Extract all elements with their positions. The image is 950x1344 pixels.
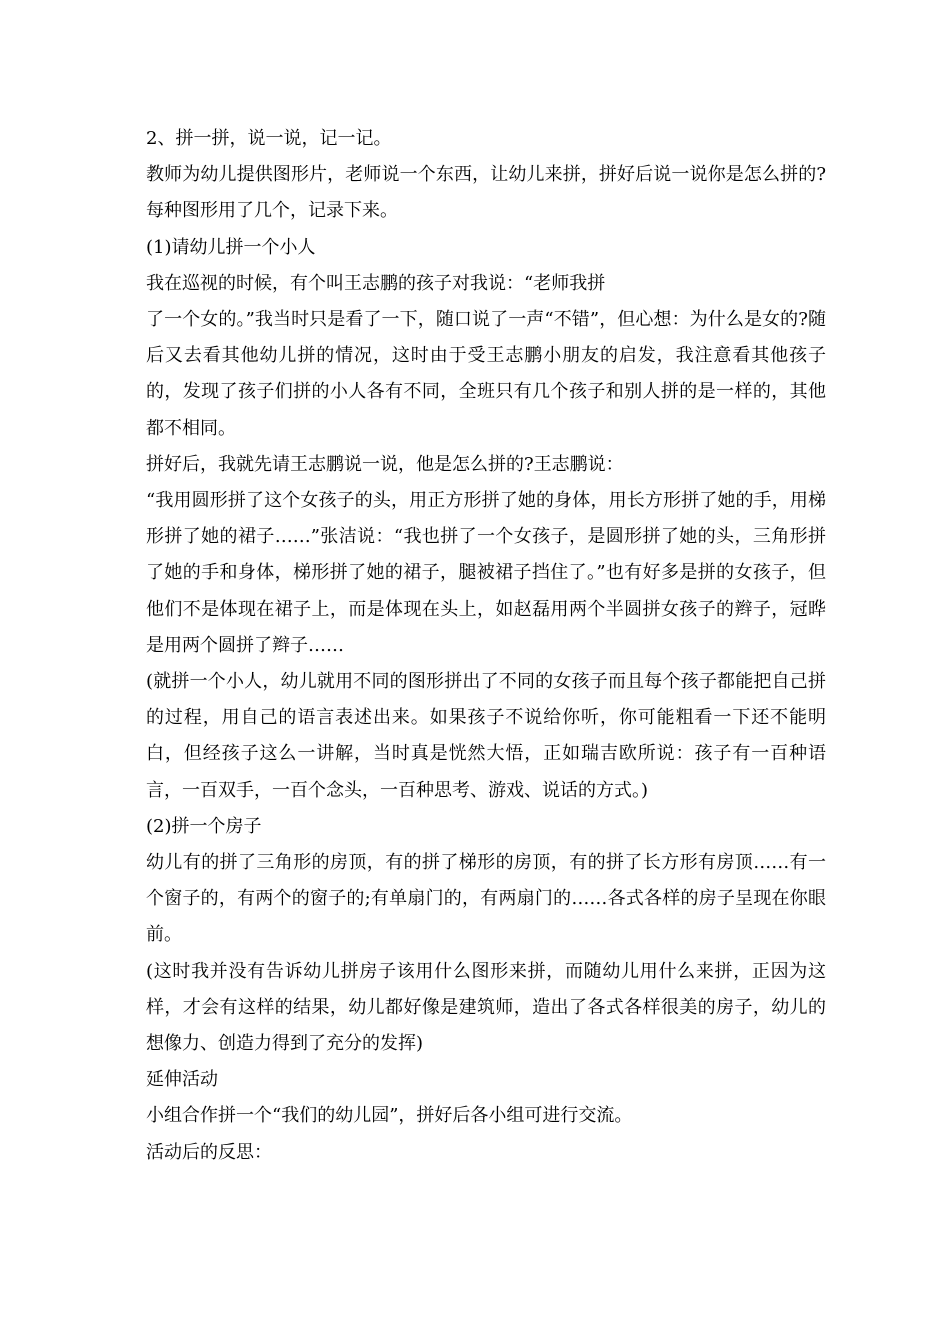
paragraph-patrol-continued: 了一个女的。”我当时只是看了一下，随口说了一声“不错”，但心想：为什么是女的?随后又去看其他幼儿拼的情况，这时由于受王志鹏小朋友的启发，我注意看其他孩子的，发现了孩子们拼的小人各有不同，全班只有几个孩子和别人拼的是一样的，其他都不相同。 bbox=[146, 309, 826, 439]
subheading-extension-activity: 延伸活动 bbox=[146, 1069, 218, 1091]
document-body bbox=[146, 121, 826, 1171]
paragraph-teacher-provides-shapes: 教师为幼儿提供图形片，老师说一个东西，让幼儿来拼，拼好后说一说你是怎么拼的?每种图形用了几个，记录下来。 bbox=[146, 164, 826, 222]
paragraph-ask-to-explain: 拼好后，我就先请王志鹏说一说，他是怎么拼的?王志鹏说： bbox=[146, 453, 624, 475]
paragraph-patrol-start: 我在巡视的时候，有个叫王志鹏的孩子对我说：“老师我拼 bbox=[146, 272, 606, 294]
paragraph-reflection-house: (这时我并没有告诉幼儿拼房子该用什么图形来拼，而随幼儿用什么来拼，正因为这样，才会有这样的结果，幼儿都好像是建筑师，造出了各式各样很美的房子，幼儿的想像力、创造力得到了充分的发挥) bbox=[146, 960, 826, 1055]
section-heading-pin-shuo-ji: 2、拼一拼，说一说，记一记。 bbox=[146, 128, 392, 149]
subheading-post-activity-reflection: 活动后的反思： bbox=[146, 1141, 272, 1163]
subheading-make-a-person: (1)请幼儿拼一个小人 bbox=[146, 236, 316, 258]
paragraph-group-cooperation: 小组合作拼一个“我们的幼儿园”，拼好后各小组可进行交流。 bbox=[146, 1105, 633, 1127]
subheading-make-a-house: (2)拼一个房子 bbox=[146, 815, 262, 837]
paragraph-reflection-person: (就拼一个小人，幼儿就用不同的图形拼出了不同的女孩子而且每个孩子都能把自己拼的过程，用自己的语言表述出来。如果孩子不说给你听，你可能粗看一下还不能明白，但经孩子这么一讲解，当时真是恍然大悟，正如瑞吉欧所说：孩子有一百种语言，一百双手，一百个念头，一百种思考、游戏、说话的方式。) bbox=[146, 671, 826, 801]
paragraph-house-results: 幼儿有的拼了三角形的房顶，有的拼了梯形的房顶，有的拼了长方形有房顶……有一个窗子的，有两个的窗子的;有单扇门的，有两扇门的……各式各样的房子呈现在你眼前。 bbox=[146, 852, 826, 946]
paragraph-children-quotes: “我用圆形拼了这个女孩子的头，用正方形拼了她的身体，用长方形拼了她的手，用梯形拼了她的裙子……”张洁说：“我也拼了一个女孩子，是圆形拼了她的头，三角形拼了她的手和身体，梯形拼了她的裙子，腿被裙子挡住了。”也有好多是拼的女孩子，但他们不是体现在裙子上，而是体现在头上，如赵磊用两个半圆拼女孩子的辫子，冠晔是用两个圆拼了辫子…… bbox=[146, 490, 826, 656]
